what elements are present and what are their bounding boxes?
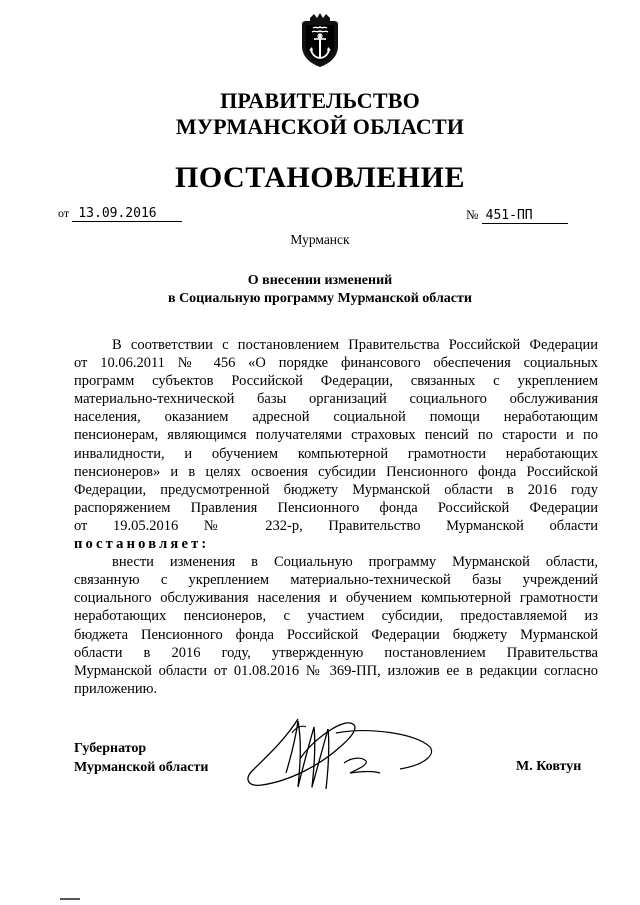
body-line: связанную с укреплением материально-технической базы учреждений [74, 572, 598, 589]
signatory-position [74, 739, 208, 777]
body-line: внести изменения в Социальную программу Мурманской области, [112, 554, 598, 571]
body-line: населения, оказанием адресной социальной помощи неработающим [74, 409, 598, 426]
body-line: неработающих пенсионеров, с участием субсидии, предоставляемой из [74, 608, 598, 625]
body-line: материально-технической базы организаций социального обслуживания [74, 391, 598, 408]
body-line: пенсионеров» и в целях освоения субсидии Пенсионного фонда Российской [74, 463, 598, 480]
body-line: пенсионерам, являющимся получателями страховых пенсий по старости и по [74, 427, 598, 444]
body-line: Федерации, предусмотренной бюджету Мурманской области в 2016 году [74, 481, 598, 498]
body-line: социального обслуживания населения и обучением компьютерной грамотности [74, 590, 598, 607]
body-line: области в 2016 году, утвержденную постановлением Правительства [74, 644, 598, 661]
document-date [58, 205, 182, 222]
document-number [466, 207, 568, 224]
subject-line2: в Социальную программу Мурманской области [168, 291, 472, 306]
body-line: бюджета Пенсионного фонда Российской Федерации бюджету Мурманской [74, 626, 598, 643]
date-prefix: от [58, 206, 70, 220]
number-value: 451-ПП [482, 209, 568, 224]
organization-name-line1: ПРАВИТЕЛЬСТВО [220, 88, 420, 113]
body-line: инвалидности, и обучением компьютерной грамотности неработающих [74, 445, 598, 462]
body-line: В соответствии с постановлением Правительства Российской Федерации [112, 337, 598, 353]
decree-word: постановляет: [74, 536, 210, 553]
signatory-position-line1: Губернатор [74, 741, 147, 756]
body-line: от 19.05.2016 № 232-р, Правительство Мурманской области [74, 517, 598, 534]
body-line: приложению. [74, 680, 158, 697]
document-type-title: ПОСТАНОВЛЕНИЕ [175, 161, 465, 194]
number-prefix: № [466, 207, 479, 222]
body-line: программ субъектов Российской Федерации, связанных с укреплением [74, 373, 598, 390]
subject-line1: О внесении изменений [247, 273, 393, 288]
scan-mark [60, 898, 80, 900]
body-line: Мурманской области от 01.08.2016 № 369-ПП, изложив ее в редакции согласно [74, 662, 598, 679]
document-body [74, 336, 598, 698]
coat-of-arms-icon [296, 12, 344, 68]
date-value: 13.09.2016 [72, 207, 182, 222]
signatory-name: М. Ковтун [516, 759, 582, 774]
signatory-position-line2: Мурманской области [74, 760, 209, 775]
handwritten-signature-icon [240, 713, 440, 805]
issue-city: Мурманск [290, 232, 350, 247]
body-line: от 10.06.2011 № 456 «О порядке финансового обеспечения социальных [74, 355, 598, 372]
organization-name-line2: МУРМАНСКОЙ ОБЛАСТИ [175, 114, 465, 139]
body-line: распоряжением Правления Пенсионного фонда Российской Федерации [74, 499, 598, 516]
